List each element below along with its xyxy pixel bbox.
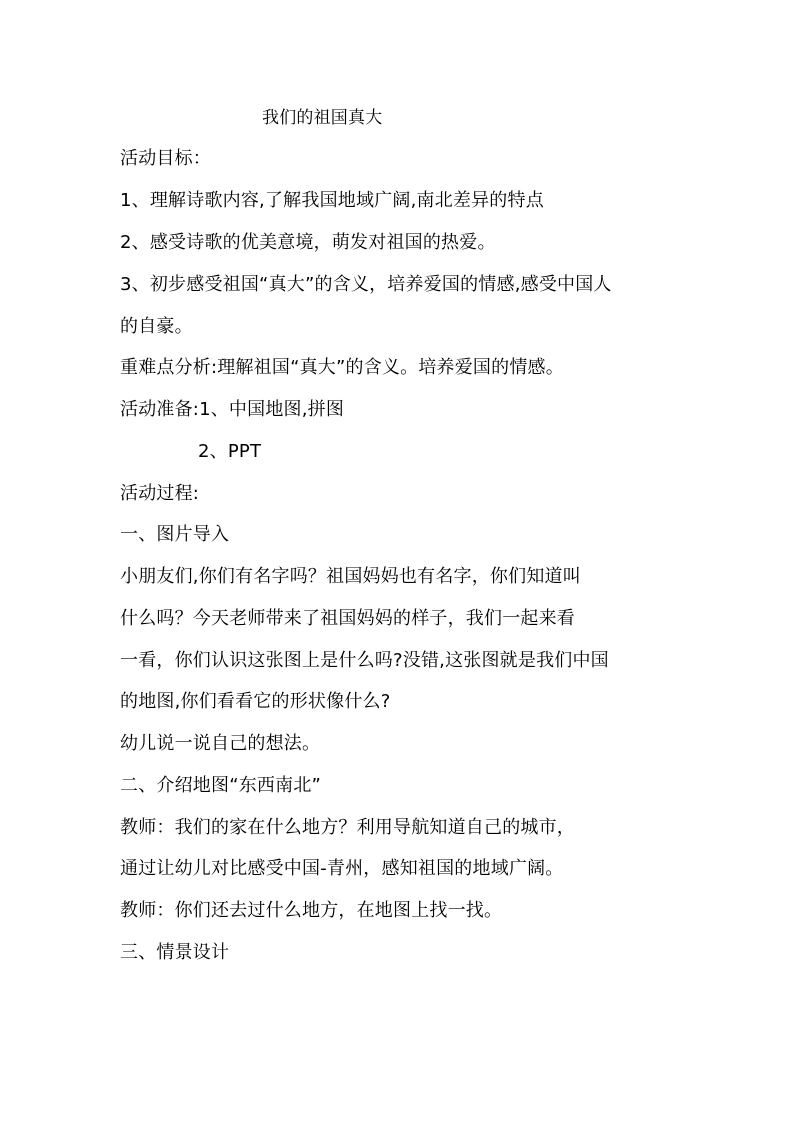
paragraph-goal-2: 2、感受诗歌的优美意境，萌发对祖国的热爱。 [120, 232, 496, 253]
paragraph-preparation-1: 活动准备:1、中国地图,拼图 [120, 399, 345, 420]
paragraph-goal-1: 1、理解诗歌内容,了解我国地域广阔,南北差异的特点 [120, 190, 544, 211]
paragraph-child-response: 幼儿说一说自己的想法。 [120, 733, 321, 754]
paragraph-activity-goals-heading: 活动目标： [120, 148, 211, 169]
paragraph-teacher-question-1: 教师：我们的家在什么地方？利用导航知道自己的城市， [120, 817, 575, 838]
paragraph-section-1-line-3: 一看，你们认识这张图上是什么吗?没错,这张图就是我们中国 [120, 650, 609, 671]
document-title: 我们的祖国真大 [262, 108, 383, 128]
paragraph-goal-3-continued: 的自豪。 [120, 316, 193, 337]
paragraph-section-1-line-2: 什么吗？今天老师带来了祖国妈妈的样子，我们一起来看 [120, 608, 575, 629]
paragraph-section-1-heading: 一、图片导入 [120, 524, 230, 545]
paragraph-section-2-heading: 二、介绍地图“东西南北” [120, 775, 322, 796]
paragraph-goal-3: 3、初步感受祖国“真大”的含义，培养爱国的情感,感受中国人 [120, 274, 612, 295]
paragraph-section-1-line-4: 的地图,你们看看它的形状像什么? [120, 691, 391, 712]
paragraph-preparation-2: 2、PPT [198, 441, 262, 462]
paragraph-key-points: 重难点分析:理解祖国“真大”的含义。培养爱国的情感。 [120, 357, 564, 378]
paragraph-comparison: 通过让幼儿对比感受中国-青州，感知祖国的地域广阔。 [120, 858, 564, 879]
paragraph-section-1-line-1: 小朋友们,你们有名字吗？祖国妈妈也有名字，你们知道叫 [120, 566, 581, 587]
paragraph-section-3-heading: 三、情景设计 [120, 942, 230, 963]
paragraph-teacher-question-2: 教师：你们还去过什么地方，在地图上找一找。 [120, 900, 503, 921]
paragraph-process-heading: 活动过程: [120, 483, 200, 504]
